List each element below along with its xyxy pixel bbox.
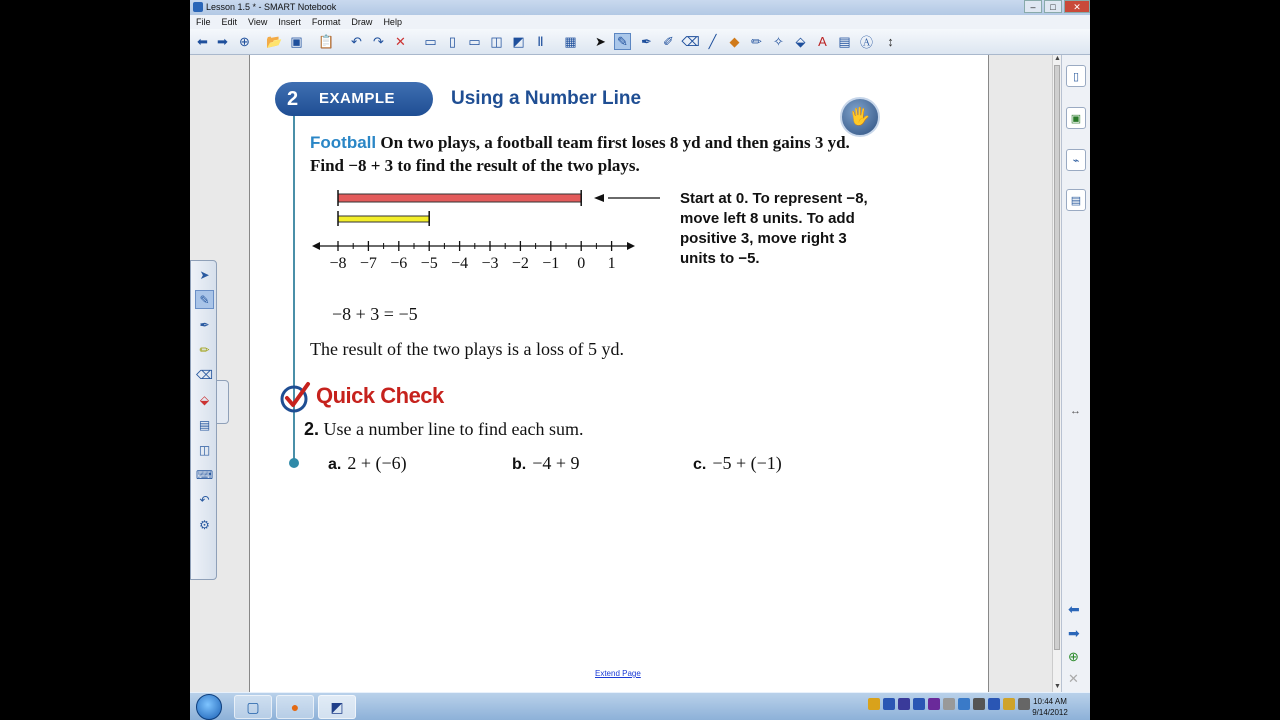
- select-arrow-icon[interactable]: ➤: [199, 267, 210, 282]
- result-text: The result of the two plays is a loss of 5 yd.: [310, 339, 624, 359]
- smart-notebook-window: [190, 0, 1090, 692]
- menu-file[interactable]: File: [196, 17, 211, 27]
- display-icon[interactable]: ▭: [468, 33, 481, 49]
- table-icon[interactable]: ▦: [564, 33, 577, 49]
- tray-icon[interactable]: [928, 698, 940, 710]
- tray-icon[interactable]: [958, 698, 970, 710]
- tray-icon[interactable]: [883, 698, 895, 710]
- tray-icon[interactable]: [988, 698, 1000, 710]
- tick-label: −8: [329, 255, 347, 272]
- magic-pen-2-icon[interactable]: ✧: [773, 33, 784, 49]
- menu-draw[interactable]: Draw: [351, 17, 373, 27]
- highlighter-icon[interactable]: ✏: [199, 342, 210, 357]
- notebook-page[interactable]: [249, 55, 989, 692]
- text-tool-icon[interactable]: A: [818, 34, 827, 49]
- magic-pen-icon[interactable]: ✎: [195, 290, 214, 309]
- insert-text-icon[interactable]: Ⅱ: [537, 33, 544, 49]
- menu-format[interactable]: Format: [311, 17, 341, 27]
- menu-view[interactable]: View: [248, 17, 268, 27]
- pointer-arrowhead: [594, 194, 604, 202]
- margin-dot: [289, 458, 299, 468]
- tray-icon[interactable]: [1003, 698, 1015, 710]
- menu-bar: [190, 15, 1090, 29]
- tick-label: 1: [607, 255, 616, 272]
- scroll-up-icon[interactable]: ▲: [1054, 55, 1061, 62]
- close-button[interactable]: ✕: [1064, 0, 1090, 13]
- keyboard-icon[interactable]: ⌨: [195, 467, 214, 482]
- attachments-icon[interactable]: ⌁: [1066, 149, 1086, 171]
- magic-pen-icon[interactable]: ✎: [614, 33, 631, 50]
- tick-label: −6: [390, 255, 408, 272]
- screen-capture-icon[interactable]: ◫: [198, 442, 211, 457]
- line-icon[interactable]: ╱: [708, 33, 717, 49]
- pen-icon[interactable]: ✒: [199, 317, 210, 332]
- part-expression: −5 + (−1): [712, 453, 782, 473]
- pen-icon[interactable]: ✒: [641, 33, 652, 49]
- back-icon[interactable]: ⬅: [197, 33, 208, 49]
- save-icon[interactable]: ▣: [290, 33, 303, 49]
- smart-notebook-icon: [193, 2, 203, 12]
- axis-left-arrow: [312, 242, 320, 250]
- undo-icon[interactable]: ↶: [199, 492, 210, 507]
- resize-icon[interactable]: ↔: [1070, 405, 1081, 417]
- creative-pen-icon[interactable]: ✐: [663, 33, 674, 49]
- fill-icon[interactable]: ⬙: [795, 33, 806, 49]
- scroll-down-icon[interactable]: ▼: [1054, 683, 1061, 690]
- menu-help[interactable]: Help: [383, 17, 402, 27]
- eraser-icon[interactable]: ⌫: [681, 33, 700, 49]
- shapes-icon[interactable]: ◆: [729, 33, 740, 49]
- quick-check-title: Quick Check: [316, 383, 444, 408]
- tray-icon[interactable]: [898, 698, 910, 710]
- title-bar: [190, 0, 1090, 15]
- gallery-icon[interactable]: ▣: [1066, 107, 1086, 129]
- side-tabs: [1061, 55, 1090, 692]
- clock-date: 9/14/2012: [1032, 708, 1068, 717]
- part-label: c.: [693, 456, 707, 473]
- part-label: a.: [328, 456, 342, 473]
- minimize-button[interactable]: –: [1024, 0, 1042, 13]
- question-text: Use a number line to find each sum.: [323, 419, 584, 439]
- part-a: [328, 453, 407, 474]
- fill-icon[interactable]: ⬙: [199, 392, 210, 407]
- extend-page-link[interactable]: Extend Page: [595, 669, 641, 678]
- workspace: [190, 55, 1052, 692]
- highlighter-icon[interactable]: ✏: [751, 33, 762, 49]
- example-number: 2: [286, 88, 299, 110]
- properties-icon[interactable]: ▤: [838, 33, 851, 49]
- add-page-icon[interactable]: ⊕: [239, 33, 250, 49]
- delete-page-icon[interactable]: ✕: [1068, 671, 1079, 686]
- number-line-diagram: [310, 181, 660, 281]
- part-label: b.: [512, 456, 527, 473]
- part-expression: −4 + 9: [532, 453, 580, 473]
- example-label: EXAMPLE: [319, 90, 396, 107]
- question-number: 2.: [304, 419, 320, 439]
- notes-icon[interactable]: ▤: [198, 417, 211, 432]
- clock[interactable]: [1026, 696, 1074, 718]
- screen-shade-icon[interactable]: ▭: [424, 33, 437, 49]
- problem-statement: [310, 131, 870, 177]
- smart-taskbar-icon[interactable]: ◩: [318, 695, 356, 719]
- forward-icon[interactable]: ➡: [217, 33, 228, 49]
- screen-capture-icon[interactable]: ◫: [490, 33, 503, 49]
- axis-right-arrow: [627, 242, 635, 250]
- part-c: [693, 453, 782, 474]
- redo-icon[interactable]: ↷: [373, 33, 384, 49]
- document-camera-icon[interactable]: ◩: [512, 33, 525, 49]
- full-screen-icon[interactable]: ▯: [448, 33, 457, 49]
- explanation-text: Start at 0. To represent −8, move left 8 units. To add positive 3, move right 3 units to −5.: [680, 190, 868, 267]
- tray-icon[interactable]: [868, 698, 880, 710]
- red-arrow: [338, 194, 581, 202]
- problem-text: On two plays, a football team first loses 8 yd and then gains 3 yd. Find −8 + 3 to find the result of the two plays.: [310, 133, 850, 175]
- start-button[interactable]: [196, 694, 222, 720]
- vertical-scrollbar[interactable]: [1052, 55, 1061, 692]
- floating-tools: [190, 260, 217, 580]
- system-tray: [868, 698, 1030, 710]
- delete-icon[interactable]: ✕: [395, 33, 406, 49]
- part-expression: 2 + (−6): [347, 453, 407, 473]
- tray-icon[interactable]: [943, 698, 955, 710]
- window-title: Lesson 1.5 * - SMART Notebook: [206, 2, 337, 12]
- open-folder-icon[interactable]: 📂: [266, 33, 283, 49]
- window-controls: [1024, 0, 1090, 13]
- previous-page-icon[interactable]: ⬅: [1068, 601, 1080, 617]
- topic-label: Football: [310, 133, 377, 152]
- floating-tools-handle[interactable]: [217, 380, 229, 424]
- add-page-icon[interactable]: ⊕: [1068, 649, 1079, 664]
- menu-insert[interactable]: Insert: [278, 17, 301, 27]
- scroll-thumb[interactable]: [1054, 65, 1060, 650]
- tick-label: 0: [577, 255, 586, 272]
- maximize-button[interactable]: □: [1044, 0, 1062, 13]
- properties-icon[interactable]: ▤: [1066, 189, 1086, 211]
- spell-check-icon[interactable]: Ⓐ: [859, 35, 873, 50]
- tick-label: −3: [481, 255, 499, 272]
- equation: −8 + 3 = −5: [332, 304, 418, 324]
- eraser-icon[interactable]: ⌫: [196, 367, 213, 382]
- tick-label: −4: [451, 255, 469, 272]
- menu-edit[interactable]: Edit: [221, 17, 238, 27]
- part-b: [512, 453, 580, 474]
- paste-icon[interactable]: 📋: [318, 33, 335, 49]
- quick-check-icon: [279, 380, 313, 414]
- tick-label: −2: [511, 255, 529, 272]
- notebook-taskbar-icon[interactable]: ▢: [234, 695, 272, 719]
- tick-label: −1: [542, 255, 560, 272]
- video-tutor-icon[interactable]: 🖐: [840, 97, 880, 137]
- example-title: Using a Number Line: [451, 88, 642, 109]
- firefox-taskbar-icon[interactable]: ●: [276, 695, 314, 719]
- page-sorter-icon[interactable]: ▯: [1066, 65, 1086, 87]
- clock-time: 10:44 AM: [1033, 697, 1067, 706]
- tray-icon[interactable]: [913, 698, 925, 710]
- yellow-arrow: [338, 216, 429, 222]
- taskbar: [190, 692, 1090, 720]
- tick-label: −5: [420, 255, 438, 272]
- question: [304, 419, 583, 440]
- tick-label: −7: [359, 255, 377, 272]
- select-icon[interactable]: ➤: [595, 33, 606, 49]
- settings-icon[interactable]: ⚙: [199, 517, 210, 532]
- undo-icon[interactable]: ↶: [351, 33, 362, 49]
- toolbar-move-icon[interactable]: ↕: [887, 34, 894, 49]
- next-page-icon[interactable]: ➡: [1068, 625, 1080, 641]
- toolbar: [190, 29, 1090, 55]
- example-badge: [275, 82, 433, 116]
- tray-icon[interactable]: [973, 698, 985, 710]
